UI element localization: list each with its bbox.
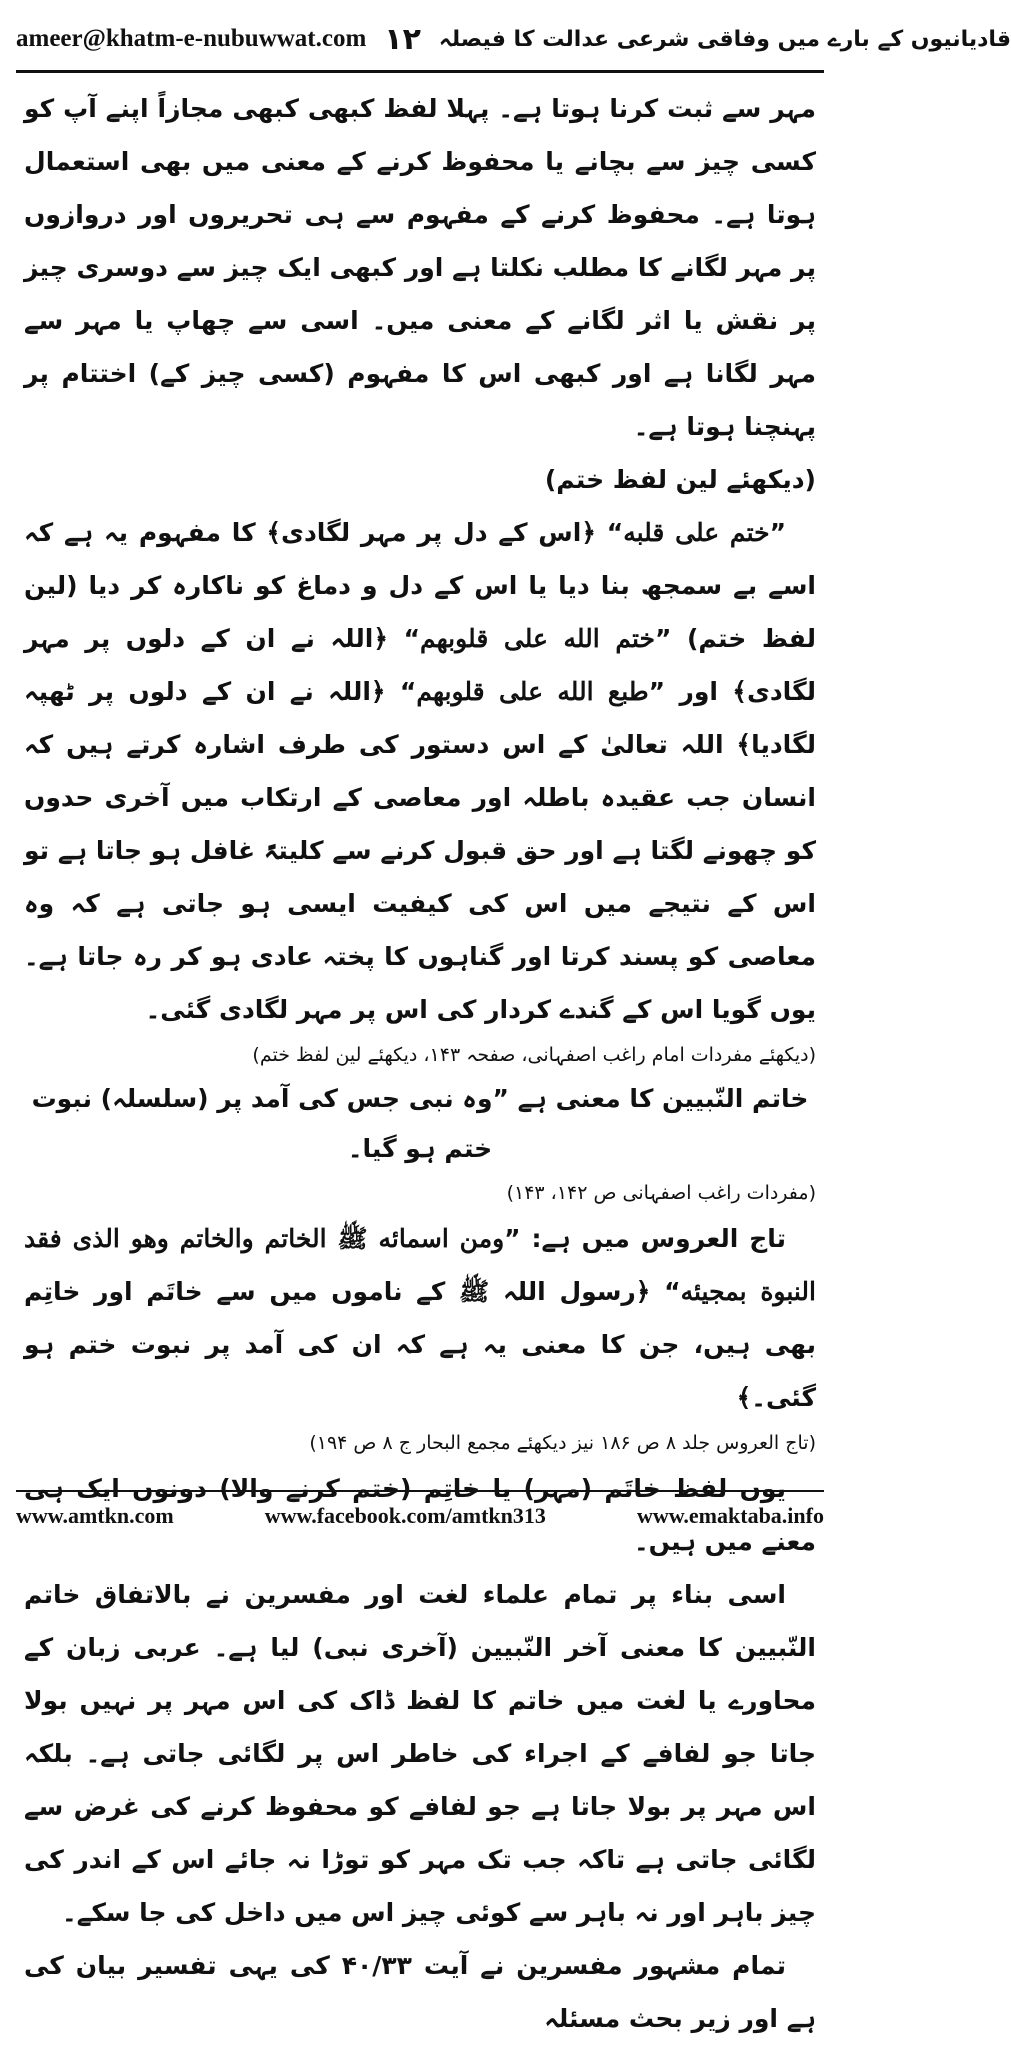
paragraph-2-part-b: “ ﴿اس کے دل پر مہر لگادی﴾ کا مفہوم یہ ہے کہ اسے بے سمجھ بنا دیا یا اس کے دل و دماغ کو ناکارہ کر دیا (لین لفظ ختم) ”	[24, 518, 816, 653]
running-title: قادیانیوں کے بارے میں وفاقی شرعی عدالت کا فیصلہ	[438, 26, 1011, 52]
reference-mufradat: (دیکھئے مفردات امام راغب اصفہانی، صفحہ ۱۴۳، دیکھئے لین لفظ ختم)	[252, 1044, 816, 1066]
paragraph-1-reference: (دیکھئے لین لفظ ختم)	[544, 465, 816, 494]
reference-taj-al-uroos: (تاج العروس جلد ۸ ص ۱۸۶ نیز دیکھئے مجمع البحار ج ۸ ص ۱۹۴)	[309, 1432, 816, 1454]
paragraph-3	[24, 1212, 816, 1424]
paragraph-3-translation: “ ﴿رسول اللہ ﷺ کے ناموں میں سے خاتَم اور خاتِم بھی ہیں، جن کا معنی یہ ہے کہ ان کی آمد پر نبوت ختم ہو گئی۔﴾	[24, 1277, 816, 1412]
arabic-phrase-2: ختم الله علی قلوبهم	[420, 624, 655, 653]
paragraph-4: یوں لفظ خاتَم (مہر) یا خاتِم (ختم کرنے والا) دونوں ایک ہی معنے میں ہیں۔	[24, 1474, 816, 1556]
reference-raghib: (مفردات راغب اصفہانی ص ۱۴۲، ۱۴۳)	[506, 1182, 816, 1204]
paragraph-2-part-d: “ ﴿اللہ نے ان کے دلوں پر ٹھپہ لگادیا﴾ اللہ تعالیٰ کے اس دستور کی طرف اشارہ کرتے ہیں کہ انسان جب عقیدہ باطلہ اور معاصی کے ارتکاب میں آخری حدوں کو چھونے لگتا ہے اور حق قبول کرنے سے کلیتہً غافل ہو جاتا ہے تو اس کے نتیجے میں اس کی کیفیت ایسی ہو جاتی ہے کہ وہ معاصی کو پسند کرتا اور گناہوں کا پختہ عادی ہو کر رہ جاتا ہے۔ یوں گویا اس کے گندے کردار کی اس پر مہر لگادی گئی۔	[24, 677, 816, 1024]
quote-open: ”	[769, 518, 787, 547]
paragraph-6: تمام مشہور مفسرین نے آیت ۴۰/۳۳ کی یہی تفسیر بیان کی ہے اور زیر بحث مسئلہ	[24, 1951, 816, 2033]
header-rule	[16, 70, 824, 73]
footer-link-amtkn[interactable]: www.amtkn.com	[16, 1503, 174, 1528]
footer-link-facebook[interactable]: www.facebook.com/amtkn313	[264, 1503, 546, 1528]
paragraph-1: مہر سے ثبت کرنا ہوتا ہے۔ پہلا لفظ کبھی کبھی مجازاً اپنے آپ کو کسی چیز سے بچانے یا محفوظ کرنے کے معنی میں بھی استعمال ہوتا ہے۔ محفوظ کرنے کے مفہوم سے ہی تحریروں اور دروازوں پر مہر لگانے کا مطلب نکلتا ہے اور کبھی ایک چیز سے دوسری چیز پر نقش یا اثر لگانے کے معنی میں۔ اسی سے چھاپ یا مہر سے مہر لگانا ہے اور کبھی اس کا مفہوم (کسی چیز کے) اختتام پر پہنچنا ہوتا ہے۔	[24, 94, 816, 441]
header-email: ameer@khatm-e-nubuwwat.com	[16, 25, 367, 52]
paragraph-2	[24, 506, 816, 1036]
page-header	[16, 14, 1011, 64]
paragraph-3-intro: تاج العروس میں ہے: ”	[504, 1224, 786, 1253]
arabic-phrase-3: طبع الله علی قلوبهم	[416, 677, 649, 706]
paragraph-5: اسی بناء پر تمام علماء لغت اور مفسرین نے بالاتفاق خاتم النّبیین کا معنی آخر النّبیین (آخری نبی) لیا ہے۔ عربی زبان کے محاورے یا لغت میں خاتم کا لفظ ڈاک کی اس مہر پر نہیں بولا جاتا جو لفافے کے اجراء کی خاطر اس پر لگائی جاتی ہے۔ بلکہ اس مہر پر بولا جاتا ہے جو لفافے کو محفوظ کرنے کی غرض سے لگائی جاتی ہے تاکہ جب تک مہر کو توڑا نہ جائے اس کے اندر کی چیز باہر اور نہ باہر سے کوئی چیز اس میں داخل کی جا سکے۔	[24, 1580, 816, 1927]
footer-link-emaktaba[interactable]: www.emaktaba.info	[636, 1503, 824, 1528]
footer-rule	[16, 1490, 824, 1492]
centered-definition: خاتم النّبیین کا معنی ہے ”وہ نبی جس کی آمد پر (سلسلہ) نبوت ختم ہو گیا۔	[31, 1084, 809, 1163]
page-footer	[16, 1500, 824, 1532]
page-number: ۱۲	[384, 21, 421, 57]
paragraph-2-part-c: “ ﴿اللہ نے ان کے دلوں پر مہر لگادی﴾ اور ”	[24, 624, 816, 706]
arabic-phrase-1: ختم علی قلبه	[623, 518, 770, 547]
arabic-taj-quote: ومن اسمائه ﷺ الخاتم والخاتم وهو الذی فقد النبوة بمجیئه	[24, 1224, 816, 1306]
